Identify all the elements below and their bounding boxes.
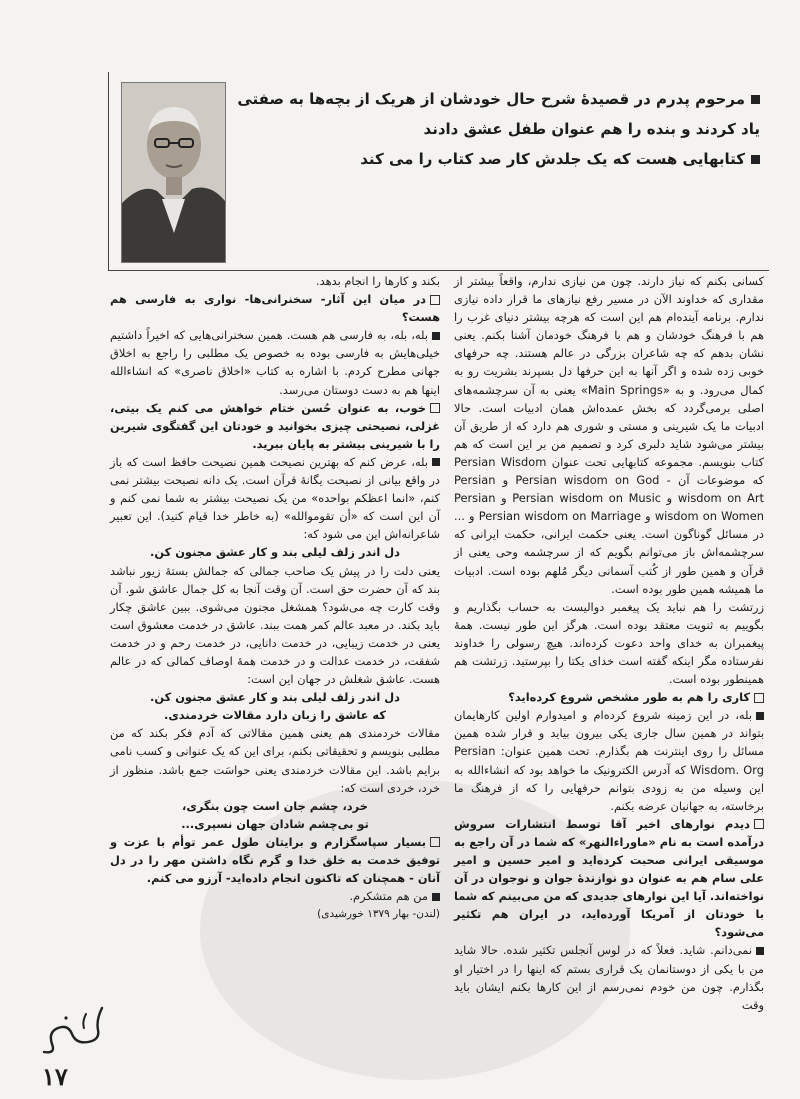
paragraph: زرتشت را هم نباید یک پیغمبر دوالیست به حساب بگذاریم و بگوییم به ثنویت معتقد بوده است. هرگز این طور نیست. همهٔ پیغمبران به خدای واحد دعوت کرده‌اند. هیچ رسولی را خداوند نفرستاده مگر اینکه گفته است خدای یکتا را بپرستید. زرتشت هم همینطور بوده است. xyxy=(454,599,764,687)
hollow-square-icon xyxy=(754,693,764,703)
square-bullet-icon xyxy=(751,95,760,104)
question: در میان این آثار- سخنرانی‌ها- نواری به فارسی هم هست؟ xyxy=(110,292,440,325)
kerman-calligraphy-icon xyxy=(36,1000,110,1058)
hollow-square-icon xyxy=(754,819,764,829)
verse-line: دل اندر زلف لیلی بند و کار عشق مجنون کن. xyxy=(150,545,400,560)
answer: نمی‌دانم. شاید. فعلاً که در لوس آنجلس تکثیر شده. حالا شاید من با یکی از دوستانمان یک قراری بستم که اینها را در اختیار او بگذارم. چون من خودم نمی‌رسم از این کارها بکنم ایشان باید وقت xyxy=(454,943,764,1012)
paragraph: بکند و کارها را انجام بدهد. xyxy=(316,274,440,288)
answer: بله، عرض کنم که بهترین نصیحت همین نصیحت حافظ است که باز در واقع بیانی از نصیحت یگانهٔ قرآن است. یک دانه نصیحت بیشتر نمی کنم، «انما اعظکم بواحده» من یک نصیحت بیشتر به شما نمی کنم و آن این است که «أن تقوموالله» (به خاطر خدا قیام کنید). این تعبیر شاعرانه‌اش این می شود که: xyxy=(110,454,440,542)
portrait-illustration xyxy=(122,83,225,262)
paragraph: یعنی دلت را در پیش یک صاحب جمالی که جمالش بستهٔ زیور نباشد بند که آن حضرت حق است. آن وقت آنجا به کل جمال عاشق شو. آن وقت کارت چه می‌شود؟ همشغل مجنون می‌شوی. ببین عاشق چکار باید بکند. در معبد عالم کمر همت ببند. عاشق در خدمت معشوق است یعنی در خدمت زیبایی، در خدمت دانایی، در خدمت رحم و در خدمت شفقت، در خدمت عدالت و در خدمت همهٔ اوصاف کمالی که در عالم هست. عاشق شغلش در جهان این است: xyxy=(110,563,440,687)
hollow-square-icon xyxy=(430,403,440,413)
filled-square-icon xyxy=(432,893,440,901)
square-bullet-icon xyxy=(751,155,760,164)
headline-primary: مرحوم پدرم در قصیدهٔ شرح حال خودشان از هریک از بچه‌ها به صفتی یاد کردند و بنده را هم عنوان طفل عشق دادند xyxy=(237,90,760,138)
kerman-logo xyxy=(36,1000,110,1058)
question: کاری را هم به طور مشخص شروع کرده‌اید؟ xyxy=(454,688,764,706)
question: خوب، به عنوان حُسن ختام خواهش می کنم یک بیتی، غزلی، نصیحتی چیزی بخوانید و خودتان این گفتگوی شیرین را با شیرینی بیشتر به پایان ببرید. xyxy=(110,400,440,451)
hollow-square-icon xyxy=(430,295,440,305)
answer: بله، بله، به فارسی هم هست. همین سخنرانی‌هایی که اخیراً داشتیم خیلی‌هایش به فارسی بوده به خصوص یک مطلبی را راجع به اخلاق جهانی مطرح کردم. با اشاره به کتاب «اخلاق ناصری» که انشاءالله اینها هم به دست دوستان می‌رسد. xyxy=(110,328,440,397)
hollow-square-icon xyxy=(430,837,440,847)
filled-square-icon xyxy=(756,947,764,955)
answer: بله، در این زمینه شروع کرده‌ام و امیدوارم اولین کارهایمان بتواند در همین سال جاری یکی بیرون بیاید و قرار شده همین مسائل را روی اینترنت هم بگذارم. تحت همین عنوان: Persian Wisdom. Org که آدرس الکترونیک ما خواهد بود که انشاءالله به این وسیله من به زودی بتوانم حرفهایی را که از فرهنگ ما برخاسته، به جهانیان عرضه بکنم. xyxy=(454,708,764,813)
filled-square-icon xyxy=(432,458,440,466)
question: بسیار سپاسگزارم و برایتان طول عمر توأم با عزت و توفیق خدمت به خلق خدا و گرم نگاه داشتن مهر را در دل آنان - همچنان که تاکنون انجام داده‌اید- آرزو می کنم. xyxy=(110,834,440,886)
verse-line: دل اندر زلف لیلی بند و کار عشق مجنون کن. xyxy=(150,690,400,705)
paragraph: مقالات خردمندی هم یعنی همین مقالاتی که آدم فکر بکند که من مطلبی بنویسم و تحقیقاتی بکنم، برای این که یک عنوانی و کسب نامی برایم باشد. این مقالات خردمندی یعنی حواسَت جمع باشد. منظور از خرد، خردی است که: xyxy=(110,726,440,795)
filled-square-icon xyxy=(432,332,440,340)
question: دیدم نوارهای اخیر آقا توسط انتشارات سروش درآمده است به نام «ماوراءالنهر» که شما در آن راجع به موسیقی ایرانی صحبت کرده‌اید و امیر حسین و امیر علی سام هم به عنوان دو نوازندهٔ جوان و نوجوان در آن نواخته‌اند. آیا این نوارهای جدیدی که من می‌بینم که شما با خودتان از آمریکا آورده‌اید، در ایران هم تکثیر می‌شود؟ xyxy=(454,816,764,940)
portrait-photo xyxy=(121,82,226,263)
verse-line: تو بی‌چشم شادان جهان نسپری... xyxy=(181,816,369,831)
answer: من هم متشکرم. xyxy=(110,887,440,905)
headline-secondary: کتابهایی هست که یک جلدش کار صد کتاب را می کند xyxy=(236,144,760,174)
filled-square-icon xyxy=(756,712,764,720)
page-number: ۱۷ xyxy=(42,1062,68,1091)
headlines xyxy=(236,84,760,174)
text-column-left xyxy=(110,272,440,923)
paragraph: کسانی بکنم که نیاز دارند. چون من نیازی ندارم، واقعاً بیشتر از مقداری که خداوند الآن در مسیر رفع نیازهای ما قرار داده نیازی ندارم. برنامه آینده‌ام هم این است که هرچه بیشتر دنیای غرب را هم با فرهنگ خودشان و هم با فرهنگ خودمان آشنا بکنم. یعنی نشان بدهم که چه شاعران بزرگی در عالم هستند. چه حرفهای خوبی زده شده و اگر آنها به این حرفها دل بسپرند بشریت رو به کمال می‌رود. و به «Main Springs» یعنی به آن سرچشمه‌های اصلی برمی‌گردد که بخش عمده‌اش همان ادبیات است. حالا ادبیات ما یک شیرینی و مستی و شوری هم دارد که از طریق آن بیشتر می‌شود شاید دلبری کرد و تصمیم من بر این است که هم کتاب بنویسم. مجموعه کتابهایی تحت عنوان Persian Wisdom که موضوعات آن - Persian wisdom on God و Persian wisdom on Art و Persian wisdom on Music و Persian wisdom on Women و Persian wisdom on Marriage و ... در مسائل گوناگون است. یعنی حکمت ایرانی، حکمت ایرانی که سرچشمه‌اش باز می‌توانم بگویم که از سرچشمه وحی یعنی از قرآن و همین طور از کُتب آسمانی دیگر مُلهم بوده است. ادبیات ما همیشه همین طور بوده است. xyxy=(454,274,765,596)
verse-line: خرد، چشم جان است چون بنگری، xyxy=(182,798,368,813)
date-note: (لندن- بهار ۱۳۷۹ خورشیدی) xyxy=(317,908,440,921)
text-column-right xyxy=(454,272,764,1014)
verse-line: که عاشق را زبان دارد مقالات خردمندی. xyxy=(164,708,386,723)
